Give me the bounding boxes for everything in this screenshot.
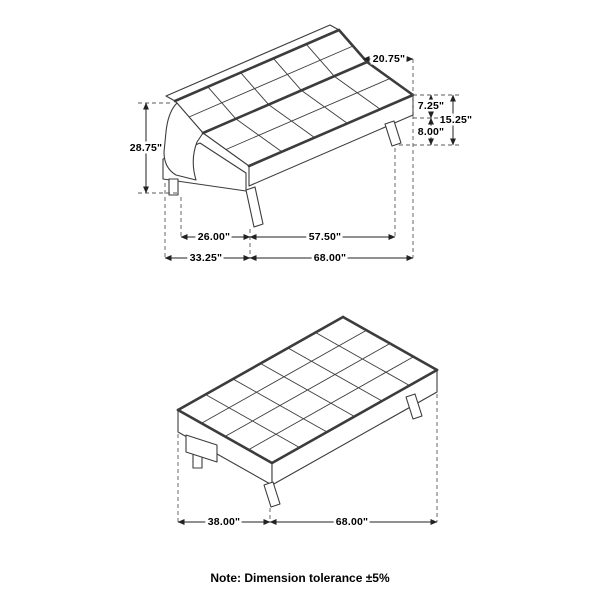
dim-label-corner-height: 15.25"	[439, 114, 473, 126]
dim-label-seat-depth: 20.75"	[372, 53, 406, 65]
dim-label-bed-length: 68.00"	[335, 516, 369, 528]
sofa-right-leg	[385, 121, 401, 146]
dim-label-backrest-drop: 7.25"	[417, 100, 445, 112]
bed-center-leg	[264, 482, 280, 507]
dim-label-sofa-length: 68.00"	[313, 252, 347, 264]
dim-label-base-to-floor: 8.00"	[417, 126, 445, 138]
dim-label-bed-width: 38.00"	[207, 516, 241, 528]
dim-label-footprint-depth: 33.25"	[189, 252, 223, 264]
dim-label-leg-span-left: 26.00"	[197, 231, 231, 243]
sofa-front-center-leg	[246, 187, 263, 227]
sofa-view	[130, 25, 472, 264]
dim-label-leg-span-right: 57.50"	[308, 231, 342, 243]
bed-view	[178, 317, 437, 528]
tolerance-note: Note: Dimension tolerance ±5%	[210, 571, 390, 585]
dim-label-overall-height: 28.75"	[129, 142, 163, 154]
